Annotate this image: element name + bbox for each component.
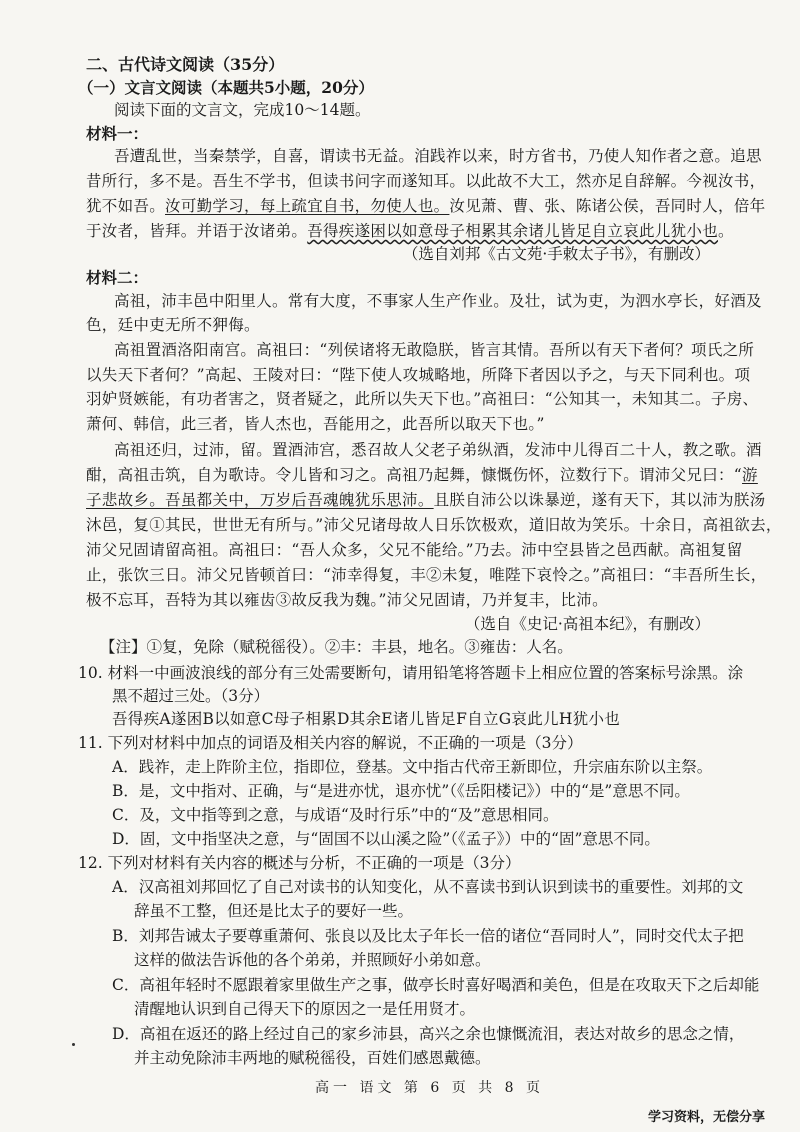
material1-line: 昔所行，多不是。吾生不学书，但读书问字而遂知耳。以此故不大工，然亦足自辞解。今视汝书，: [86, 172, 766, 190]
q12-option-a-cont: 辞虽不工整，但还是比太子的要好一些。: [134, 902, 414, 920]
material2-line-end: 且朕自沛公以诛暴逆，遂有天下，其以沛为朕汤: [433, 491, 766, 509]
material1-line-start: 于汝者，皆拜。并语于汝诸弟。: [86, 222, 308, 240]
section-title: 二、古代诗文阅读（35分）: [86, 55, 285, 74]
q12-option-b-cont: 这样的做法告诉他的各个弟弟，并照顾好小弟如意。: [134, 951, 491, 969]
material2-line: 色，廷中吏无所不狎侮。: [86, 316, 260, 334]
material2-line: 萧何、韩信，此三者，皆人杰也，吾能用之，此吾所以取天下也。”: [86, 415, 545, 433]
q11-stem: 11. 下列对材料中加点的词语及相关内容的解说，不正确的一项是（3分）: [78, 734, 583, 752]
material2-line: 高祖还归，过沛，留。置酒沛宫，悉召故人父老子弟纵酒，发沛中儿得百二十人，教之歌。酒: [114, 441, 762, 459]
underlined-phrase: 子悲故乡。: [86, 491, 166, 509]
q11-option-d: D．固，文中指坚决之意，与“固国不以山溪之险”（《孟子》）中的“固”意思不同。: [112, 830, 660, 848]
material2-line: 极不忘耳，吾特为其以雍齿③故反我为魏。”沛父兄固请，乃并复丰，比沛。: [86, 591, 608, 609]
material2-line-start: 酣，高祖击筑，自为歌诗。令儿皆和习之。高祖乃起舞，慷慨伤怀，泣数行下。谓沛父兄曰：“: [86, 466, 743, 484]
q12-option-b: B．刘邦告诫太子要尊重萧何、张良以及比太子年长一倍的诸位“吾同时人”，同时交代太子把: [112, 927, 744, 945]
material2-line: 高祖，沛丰邑中阳里人。常有大度，不事家人生产作业。及壮，试为吏，为泗水亭长，好酒及: [114, 292, 762, 310]
scan-speck: [72, 1043, 75, 1046]
material1-line: [86, 221, 734, 241]
material2-line: 羽妒贤嫉能，有功者害之，贤者疑之，此所以失天下也。”高祖曰：“公知其一，未知其二。子房、: [86, 390, 759, 408]
material1-line-end: 汝见萧、曹、张、陈诸公侯，吾同时人，倍年: [449, 197, 766, 215]
section-instruction: 阅读下面的文言文，完成10～14题。: [114, 101, 371, 119]
material2-source: （选自《史记·高祖本纪》，有删改）: [464, 615, 710, 633]
material1-line: 吾遭乱世，当秦禁学，自喜，谓读书无益。洎践祚以来，时方省书，乃使人知作者之意。追思: [114, 147, 762, 165]
material2-label: 材料二：: [86, 268, 149, 287]
q12-option-d: D．高祖在返还的路上经过自己的家乡沛县，高兴之余也慷慨流泪，表达对故乡的思念之情，: [112, 1025, 745, 1043]
material1-label: 材料一：: [86, 124, 149, 143]
material2-note: 【注】①复，免除（赋税徭役）。②丰：丰县，地名。③雍齿：人名。: [100, 638, 573, 656]
underlined-phrase: 游: [742, 466, 758, 484]
material2-line: 高祖置酒洛阳南宫。高祖曰：“列侯诸将无敢隐朕，皆言其情。吾所以有天下者何？项氏之所: [114, 341, 755, 359]
q12-option-c: C．高祖年轻时不愿跟着家里做生产之事，做亭长时喜好喝酒和美色，但是在攻取天下之后却能: [112, 976, 760, 994]
q12-option-c-cont: 清醒地认识到自己得天下的原因之一是任用贤才。: [134, 1000, 476, 1018]
material2-line: 沐邑，复①其民，世世无有所与。”沛父兄诸母故人日乐饮极欢，道旧故为笑乐。十余日，高祖欲去，: [86, 516, 782, 534]
material2-line: [86, 490, 765, 510]
material1-source: （选自刘邦《古文苑·手敕太子书》，有删改）: [402, 245, 710, 263]
q10-options: 吾得疾A遂困B以如意C母子相累D其余E诸儿皆足F自立G哀此儿H犹小也: [112, 710, 621, 728]
wavy-underlined-sentence: 吾得疾遂困以如意母子相累其余诸儿皆足自立哀此儿犹小也: [307, 222, 719, 240]
q12-option-d-cont: 并主动免除沛丰两地的赋税徭役，百姓们感恩戴德。: [134, 1049, 491, 1067]
q10-stem: 10. 材料一中画波浪线的部分有三处需要断句，请用铅笔将答题卡上相应位置的答案标号涂黑。涂: [78, 664, 744, 682]
q12-stem: 12. 下列对材料有关内容的概述与分析，不正确的一项是（3分）: [78, 854, 521, 872]
material2-line: 止，张饮三日。沛父兄皆顿首曰：“沛幸得复，丰②未复，唯陛下哀怜之。”高祖曰：“丰吾所生长，: [86, 566, 767, 584]
q11-option-a: A．践祚，走上阼阶主位，指即位，登基。文中指古代帝王新即位，升宗庙东阶以主祭。: [112, 758, 713, 776]
q12-option-a: A．汉高祖刘邦回忆了自己对读书的认知变化，从不喜读书到认识到读书的重要性。刘邦的文: [112, 878, 744, 896]
material1-line-end: 。: [718, 222, 734, 240]
material2-line: 沛父兄固请留高祖。高祖曰：“吾人众多，父兄不能给。”乃去。沛中空县皆之邑西献。高祖复留: [86, 541, 743, 559]
material2-line: 以失天下者何？”高起、王陵对曰：“陛下使人攻城略地，所降下者因以予之，与天下同利也。项: [86, 366, 751, 384]
material2-line: [86, 465, 758, 485]
q10-stem-cont: 黑不超过三处。（3分）: [112, 687, 270, 705]
q11-option-c: C．及，文中指等到之意，与成语“及时行乐”中的“及”意思相同。: [112, 806, 559, 824]
q11-option-b: B．是，文中指对、正确，与“是进亦忧，退亦忧”（《岳阳楼记》）中的“是”意思不同。: [112, 782, 690, 800]
material1-line-start: 犹不如吾。: [86, 197, 166, 215]
watermark-text: 学习资料，无偿分享: [648, 1110, 766, 1125]
material1-line: [86, 196, 765, 216]
section-subtitle: （一）文言文阅读（本题共5小题，20分）: [78, 78, 374, 97]
page-footer: 高一 语文 第 6 页 共 8 页: [315, 1080, 544, 1096]
underlined-sentence: 吾虽都关中，万岁后吾魂魄犹乐思沛。: [165, 491, 434, 509]
underlined-sentence: 汝可勤学习，每上疏宜自书，勿使人也。: [165, 197, 450, 215]
